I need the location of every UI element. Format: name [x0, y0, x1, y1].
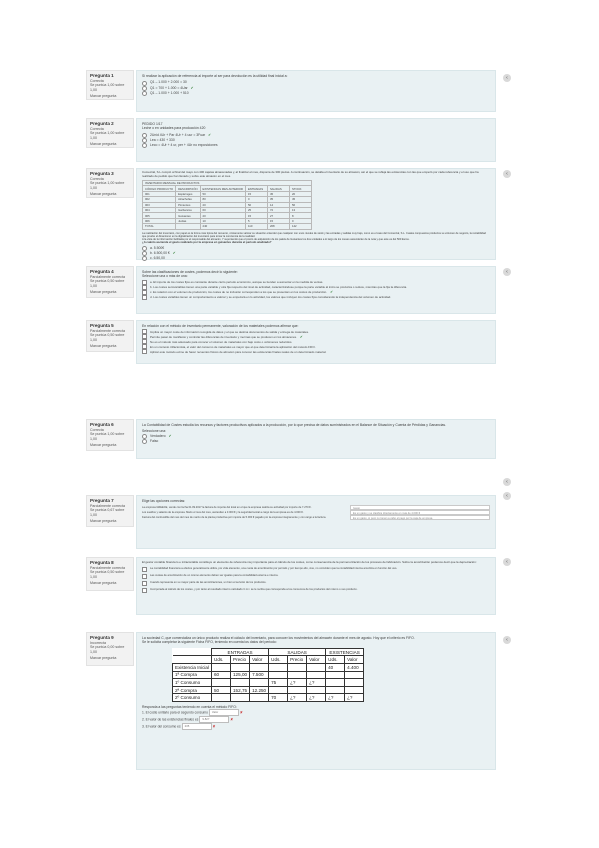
table-cell: 80 [200, 197, 245, 202]
answer-row: 2. El valor de las existencias finales es 9.827 ✘ [142, 717, 234, 722]
table-row [173, 694, 364, 702]
table-cell [345, 686, 364, 694]
answer-option[interactable]: b. Los costes semivariables tienen una parte variable y otra fija respecto del nivel de actividad, caracterizándose porque la parte variable al inicio se produzca o reduce, mientras que la fija la diferencia. [142, 285, 490, 290]
question-number: Pregunta 5 [90, 323, 114, 328]
table-row [173, 664, 364, 672]
answer-row: 1. El coste unitario para el segundo consumo Valor ✘ [142, 710, 243, 715]
question-info [86, 70, 134, 100]
answer-option[interactable]: Leco = 4Ur + 4 ur, per + 4Ur no exposiciones [142, 143, 490, 148]
radio-button[interactable] [142, 81, 147, 86]
question-text: Elige las opciones correctas: [142, 499, 186, 503]
correct-check-icon: ✔ [172, 251, 176, 256]
table-cell [345, 679, 364, 687]
question-status: Incorrecta [90, 640, 106, 645]
table-row [143, 224, 312, 229]
question-number: Pregunta 8 [90, 560, 114, 565]
question-mark: Se puntúa 1,00 sobre 1,00 [90, 432, 125, 441]
table-cell: 27 [267, 213, 289, 218]
table-cell: ¿? [288, 694, 307, 702]
table-cell: Judías [176, 218, 200, 223]
question-content [136, 557, 496, 615]
question-number: Pregunta 6 [90, 422, 114, 427]
incorrect-x-icon: ✘ [212, 724, 216, 729]
question-info [86, 168, 134, 198]
table-cell: 20 [200, 213, 245, 218]
question-number: Pregunta 4 [90, 269, 114, 274]
table-cell: 12.250 [250, 686, 269, 694]
question-1 [86, 70, 496, 112]
question-8 [86, 557, 496, 615]
table-cell: 240 [200, 224, 245, 229]
table-cell: ¿? [288, 679, 307, 687]
answer-option[interactable]: Aplicar este método exime de hacer recuentos físicos de almacén para conocer las existencias finales reales de un determinado material. [142, 349, 490, 354]
question-mark: Se puntúa 0,00 sobre 1,00 [90, 645, 125, 654]
question-info [86, 118, 134, 148]
match-row: Los sueldos y salarios de la empresa. Mario el mes del mes, ascienden a 3.000 € y la seguridad social a cargo de la empresa es de 4.000 €. Es un gasto y se clasifica directamente en más de 4.000 € [142, 510, 490, 515]
table-cell: 125,00 [231, 671, 250, 679]
table-cell: 40 [326, 664, 345, 672]
table-cell [250, 694, 269, 702]
table-cell [288, 664, 307, 672]
question-subtext: Responda a las preguntas teniendo en cuenta el método FIFO: [142, 704, 237, 709]
incorrect-x-icon: ✘ [230, 717, 234, 722]
table-cell [307, 664, 326, 672]
table-cell: 208 [267, 224, 289, 229]
question-number: Pregunta 2 [90, 121, 114, 126]
question-info [86, 632, 134, 666]
question-5 [86, 320, 496, 364]
table-cell [250, 679, 269, 687]
answer-option[interactable]: Cuando representa en su mayor parte de las amortizaciones, un bien el servicio de los productos. [142, 581, 490, 586]
question-2 [86, 118, 496, 162]
answer-option[interactable]: b. 6.500,00 € ✔ [142, 251, 490, 256]
nav-arrow-icon[interactable]: ‹ [503, 636, 511, 644]
flag-question-link[interactable]: Marcar pregunta [90, 142, 117, 147]
table-cell [231, 664, 250, 672]
table-cell [326, 686, 345, 694]
table-cell: 20 [289, 191, 311, 196]
table-cell: 15 [245, 191, 267, 196]
incorrect-x-icon: ✘ [239, 710, 243, 715]
table-cell: 006 [143, 218, 176, 223]
answer-option[interactable]: Permite pasar de manifiesto y controlar las diferencias de inventario y mermas que se producen en los almacenes. ✔ [142, 334, 490, 339]
table-cell: 004 [143, 207, 176, 212]
question-subtext: A la vista de la información facilitada por el responsable del almacén, Y suponiendo que el precio de adquisición de los palets de Guisantes los dos unidades a lo largo de los meses ascenderán de la nota y que este es del 500 Euros. [142, 237, 410, 241]
flag-question-link[interactable]: Marcar pregunta [90, 581, 117, 586]
table-cell [212, 694, 231, 702]
table-cell [345, 671, 364, 679]
answer-option[interactable]: En un contexto inflacionista, el valor del consumo de materiales es mayor que el que determinaría la aplicación del método FIFO. [142, 344, 490, 349]
question-9 [86, 632, 496, 770]
question-status: Correcta [90, 126, 104, 131]
flag-question-link[interactable]: Marcar pregunta [90, 290, 117, 295]
question-subtext: Leche o en unidades para producción 420 [142, 126, 206, 131]
table-cell: ¿? [345, 694, 364, 702]
table-cell: ¿? [307, 679, 326, 687]
radio-button[interactable] [142, 143, 147, 148]
table-cell [212, 664, 231, 672]
answer-option[interactable]: a. El importe de los costes fijos es constante durante cierto periodo económico, aunque se tienden a aumentar en la medida de ventas. [142, 280, 490, 285]
row-label: 2ª Compra [173, 686, 212, 694]
question-subtext: La realización del inventario, con papel es la forma más típica del recuento, únicamente valorar su situación entender que cualquier con unos niveles de stock y las entradas y salidas muy bajo, como es el caso del Comercial, S.L. Cuales compuestos productos su volumen de negocio, la rentabilidad que pruebe el dinamismo en la digitalización del inventario para tomar la conciencia de la realidad. [142, 231, 486, 238]
question-content [136, 70, 496, 112]
question-content [136, 320, 496, 364]
table-cell [269, 686, 288, 694]
nav-arrow-icon[interactable]: ‹ [503, 478, 511, 486]
question-status: Correcta [90, 78, 104, 83]
table-row [173, 686, 364, 694]
question-content [136, 419, 496, 459]
match-row: La empresa GREECE, vende con fecha 01.09.2017 la factura de importe del local en el que la empresa realiza su actividad por importe de 7.270 €. Gasto [142, 505, 490, 510]
answer-option[interactable]: No es el método más adecuado para conocer el volumen de materiales con bajo costo o volúmenes reducidos. [142, 339, 490, 344]
answer-option[interactable]: c. Es relación con el volumen de producción, los costes de no inclusión corresponden a los que se presentan en los costos de producción. ✔ [142, 290, 490, 295]
question-mark: Se puntúa 0,50 sobre 1,00 [90, 279, 125, 288]
nav-arrow-icon[interactable]: ‹ [503, 268, 511, 276]
checkbox[interactable] [142, 588, 147, 593]
radio-button[interactable] [142, 91, 147, 96]
correct-check-icon: ✔ [330, 290, 334, 295]
table-cell [231, 679, 250, 687]
table-cell: 0 [289, 218, 311, 223]
table-cell: 13 [289, 207, 311, 212]
question-6 [86, 419, 496, 459]
question-text: Sobre las clasificaciones de costes, podemos decir lo siguiente: [142, 270, 238, 274]
table-cell [307, 686, 326, 694]
table-cell [326, 671, 345, 679]
table-cell: 15 [245, 213, 267, 218]
answer-option[interactable]: Falso [142, 439, 490, 444]
question-3 [86, 168, 496, 260]
table-cell [176, 224, 200, 229]
flag-question-link[interactable]: Marcar pregunta [90, 443, 117, 448]
flag-question-link[interactable]: Marcar pregunta [90, 656, 117, 661]
checkbox[interactable] [142, 567, 147, 572]
table-cell: 50 [212, 686, 231, 694]
answer-dropdown[interactable]: Es un gasto y se clasifica directamente en más de 4.000 € [350, 510, 490, 515]
table-cell: 35 [267, 197, 289, 202]
question-info [86, 419, 134, 451]
table-cell: 003 [143, 202, 176, 207]
table-cell: 7.500 [250, 671, 269, 679]
answer-option[interactable]: Las cuotas de amortización de un mismo elemento deben ser iguales para la contabilidad externa e interna. [142, 574, 490, 579]
row-label: 2º Consumo [173, 694, 212, 702]
question-subtext: Se le solicita completar la siguiente Ficha FIFO, teniendo en cuenta los datos del periodo: [142, 640, 277, 645]
question-content [136, 168, 496, 260]
question-number: Pregunta 9 [90, 635, 114, 640]
answer-option[interactable]: c. 6.50,00 [142, 256, 490, 261]
question-info [86, 266, 134, 298]
question-content [136, 118, 496, 162]
correct-check-icon: ✔ [299, 334, 303, 339]
checkbox[interactable] [142, 295, 147, 300]
table-cell: 60 [212, 671, 231, 679]
table-cell: ¿? [326, 694, 345, 702]
answer-option[interactable]: Lea = 430 + 330 [142, 138, 490, 143]
question-content [136, 495, 496, 549]
correct-check-icon: ✔ [208, 132, 212, 137]
table-cell: 45 [267, 191, 289, 196]
checkbox[interactable] [142, 574, 147, 579]
answer-option[interactable]: a. 5.500€ [142, 246, 490, 251]
table-row [173, 679, 364, 687]
correct-check-icon: ✔ [190, 85, 194, 90]
question-mark: Se puntúa 0,67 sobre 1,00 [90, 508, 125, 517]
table-cell: 56 [289, 202, 311, 207]
question-info [86, 557, 134, 591]
answer-option[interactable]: Q1 – 1.000 + 2.000 = 30 [142, 80, 490, 85]
question-content [136, 266, 496, 314]
radio-button[interactable] [142, 251, 147, 256]
table-cell: 14 [267, 202, 289, 207]
table-cell: 25 [245, 207, 267, 212]
question-text: El gestor contable financiero e intracontable constituye un elemento de referencia muy importante para el cálculo de los costes, como consecuencia de la pormenorización de los procesos de fabricación. Sobre la amortización podemos decir que la depreciación: [142, 560, 477, 564]
question-text: Comercial, S.L compró al final del mayo con 400 cajetas almacenadas y, al finalizar el mes, disponía de 300 piezas. A continuación, se detalla el inventario de su almacén, así el que se refleja las existencias con las que empezó por cada referencia y el uso que ha realizado de pedido que han llenado y sobre este almacén en el mes. [142, 170, 479, 178]
checkbox[interactable] [142, 581, 147, 586]
table-cell: 152,75 [231, 686, 250, 694]
table-title: INVENTARIO MENSUAL DE PRODUCTOS [143, 181, 312, 186]
question-status: Parcialmente correcta [90, 503, 125, 508]
table-cell: 142 [289, 224, 311, 229]
question-status: Correcta [90, 427, 104, 432]
correct-check-icon: ✔ [168, 433, 172, 438]
question-text: La Contabilidad de Costes estudia los recursos y factores productivos aplicados a la producción, por lo que precisa de datos suministrados en el Balance de Situación y Cuenta de Pérdidas y Ganancias. [142, 423, 447, 427]
table-cell: 50 [245, 202, 267, 207]
table-cell: 15 [267, 218, 289, 223]
radio-button[interactable] [142, 86, 147, 91]
inventory-table [142, 180, 312, 230]
table-cell: Guisantes [176, 213, 200, 218]
question-mark: Se puntúa 0,50 sobre 1,00 [90, 570, 125, 579]
answer-dropdown[interactable]: Gasto [350, 505, 490, 510]
table-cell: 005 [143, 213, 176, 218]
nav-arrow-icon[interactable]: ‹ [503, 492, 511, 500]
table-row [173, 671, 364, 679]
question-7 [86, 495, 496, 549]
question-subtext: Seleccione una: [142, 429, 167, 434]
question-mark: Se puntúa 1,00 sobre 1,00 [90, 83, 125, 92]
table-cell: 001 [143, 191, 176, 196]
nav-arrow-icon[interactable]: ‹ [503, 170, 511, 178]
table-cell [250, 664, 269, 672]
row-label: Existencia Inicial [173, 664, 212, 672]
answer-dropdown[interactable]: Valor [209, 709, 239, 716]
fifo-card-table [172, 648, 364, 702]
table-cell: ¿? [307, 694, 326, 702]
question-content [136, 632, 496, 770]
flag-question-link[interactable]: Marcar pregunta [90, 192, 117, 197]
table-cell: 45 [289, 197, 311, 202]
table-cell: 60 [200, 207, 245, 212]
question-info [86, 320, 134, 352]
nav-arrow-icon[interactable]: ‹ [503, 558, 511, 566]
nav-arrow-icon[interactable]: ‹ [503, 74, 511, 82]
table-cell: TOTAL [143, 224, 176, 229]
flag-question-link[interactable]: Marcar pregunta [90, 344, 117, 349]
table-cell: 0 [245, 197, 267, 202]
table-cell: Espárragos [176, 191, 200, 196]
answer-row: 3. El valor del consumo es 235 ✘ [142, 724, 216, 729]
table-cell: 20 [200, 202, 245, 207]
table-cell: Garbanzos [176, 207, 200, 212]
answer-option[interactable]: Implica un mayor coste de información recogida de datos y el que se destina documentos de salida y entrega de materiales. [142, 329, 490, 334]
question-number: Pregunta 3 [90, 171, 114, 176]
row-label: 1ª Compra [173, 671, 212, 679]
flag-question-link[interactable]: Marcar pregunta [90, 94, 117, 99]
table-cell [212, 679, 231, 687]
question-status: Parcialmente correcta [90, 565, 125, 570]
question-text: La sociedad C, que comercializa un único producto realiza el cálculo del inventario, para conocer los movimientos del almacén durante el mes de agosto. Hoy que el criterio es FIFO. [142, 636, 415, 640]
answer-dropdown[interactable]: Es un gasto, sí pero no tienen a cabo el pago por la caja de empresa [350, 515, 490, 520]
radio-button[interactable] [142, 439, 147, 444]
question-status: Parcialmente correcta [90, 328, 125, 333]
table-cell: 110 [245, 224, 267, 229]
question-prompt: ¿A cuánto asciende el gasto realizado por la empresa en guisantes durante el periodo analizado? [142, 240, 272, 245]
table-cell: 10 [200, 218, 245, 223]
table-header-row: Uds. Precio Valor Uds. Precio Valor Uds. Valor [173, 656, 364, 664]
table-cell [269, 664, 288, 672]
table-cell: 8 [289, 213, 311, 218]
table-cell: 5 [245, 218, 267, 223]
table-cell: Alcachofas [176, 197, 200, 202]
table-header-row: ENTRADAS SALIDAS EXISTENCIAS [173, 648, 364, 656]
answer-option[interactable]: Incorporada al cálculo de los costes, y por tanto al resultado interno calculado C.A.I. se le reciba que corresponda a los consumos de los productos del mismo o sus producto. [142, 588, 490, 593]
question-text: PEDIDO 1/17 [142, 122, 163, 126]
table-cell [231, 694, 250, 702]
table-cell [288, 671, 307, 679]
question-4 [86, 266, 496, 314]
answer-option[interactable]: Verdadero ✔ [142, 434, 490, 439]
question-mark: Se puntúa 1,00 sobre 1,00 [90, 181, 125, 190]
question-mark: Se puntúa 1,00 sobre 1,00 [90, 131, 125, 140]
table-cell [307, 671, 326, 679]
answer-option[interactable]: Q1 = 700 + 1.000 = 4Uar ✔ [142, 86, 490, 91]
table-cell: 75 [269, 679, 288, 687]
checkbox[interactable] [142, 349, 147, 354]
table-header-row: CÓDIGO PRODUCTO DESCRIPCIÓN EXISTENCIAS MES ANTERIOR ENTRADAS SALIDAS STOCK [143, 186, 312, 191]
table-cell [269, 671, 288, 679]
question-mark: Se puntúa 0,50 sobre 1,00 [90, 333, 125, 342]
question-number: Pregunta 1 [90, 73, 114, 78]
match-row: Factura del combustible del mes del mes de marzo de la planta productiva por importe de 5.000 € pagado por la empresa íntegramente y con cargo a la factura. Es un gasto, sí pero no tienen a cabo el pago por la caja de empresa [142, 515, 490, 520]
answer-option[interactable]: Q1 – 1.000 + 1.000 + 510 [142, 91, 490, 96]
answer-dropdown[interactable]: 9.827 [199, 716, 229, 723]
table-cell: 50 [200, 191, 245, 196]
radio-button[interactable] [142, 256, 147, 261]
answer-option[interactable]: La contabilidad financiera a efectos generalmente utiliza, por vida elemento, una cuota de amortización por período y por tiempo ello, vive, no coinciden que la contabilidad interna amortiza en función del uso. [142, 567, 490, 572]
question-info [86, 495, 134, 527]
question-subtext: Seleccione una o más de una: [142, 274, 188, 279]
table-cell: 72 [267, 207, 289, 212]
table-cell: 70 [269, 694, 288, 702]
answer-option[interactable]: 2Unid 4Ur + Par 4Ur + 4 uur = 3Fuar ✔ [142, 133, 490, 138]
question-status: Parcialmente correcta [90, 274, 125, 279]
table-cell [288, 686, 307, 694]
table-cell: Pimientos [176, 202, 200, 207]
table-cell: 4.400 [345, 664, 364, 672]
table-cell: 002 [143, 197, 176, 202]
flag-question-link[interactable]: Marcar pregunta [90, 519, 117, 524]
answer-option[interactable]: d. Los costes variables tienen un comportamiento a valorar y se empezará en lo actividad, los valores que incluyen los costes fijos considerando la independencia del volumen de actividad. [142, 295, 490, 300]
radio-button[interactable] [142, 246, 147, 251]
question-number: Pregunta 7 [90, 498, 114, 503]
question-text: En relación con el método de inventario permanente, valoración de los materiales podemos afirmar que: [142, 324, 299, 328]
answer-dropdown[interactable]: 235 [182, 723, 212, 730]
question-text: Si realizar la aplicación de referencia al importe al ser para devolución es la utilidad final inicial a: [142, 74, 288, 78]
row-label: 1º Consumo [173, 679, 212, 687]
question-status: Correcta [90, 176, 104, 181]
table-cell [326, 679, 345, 687]
